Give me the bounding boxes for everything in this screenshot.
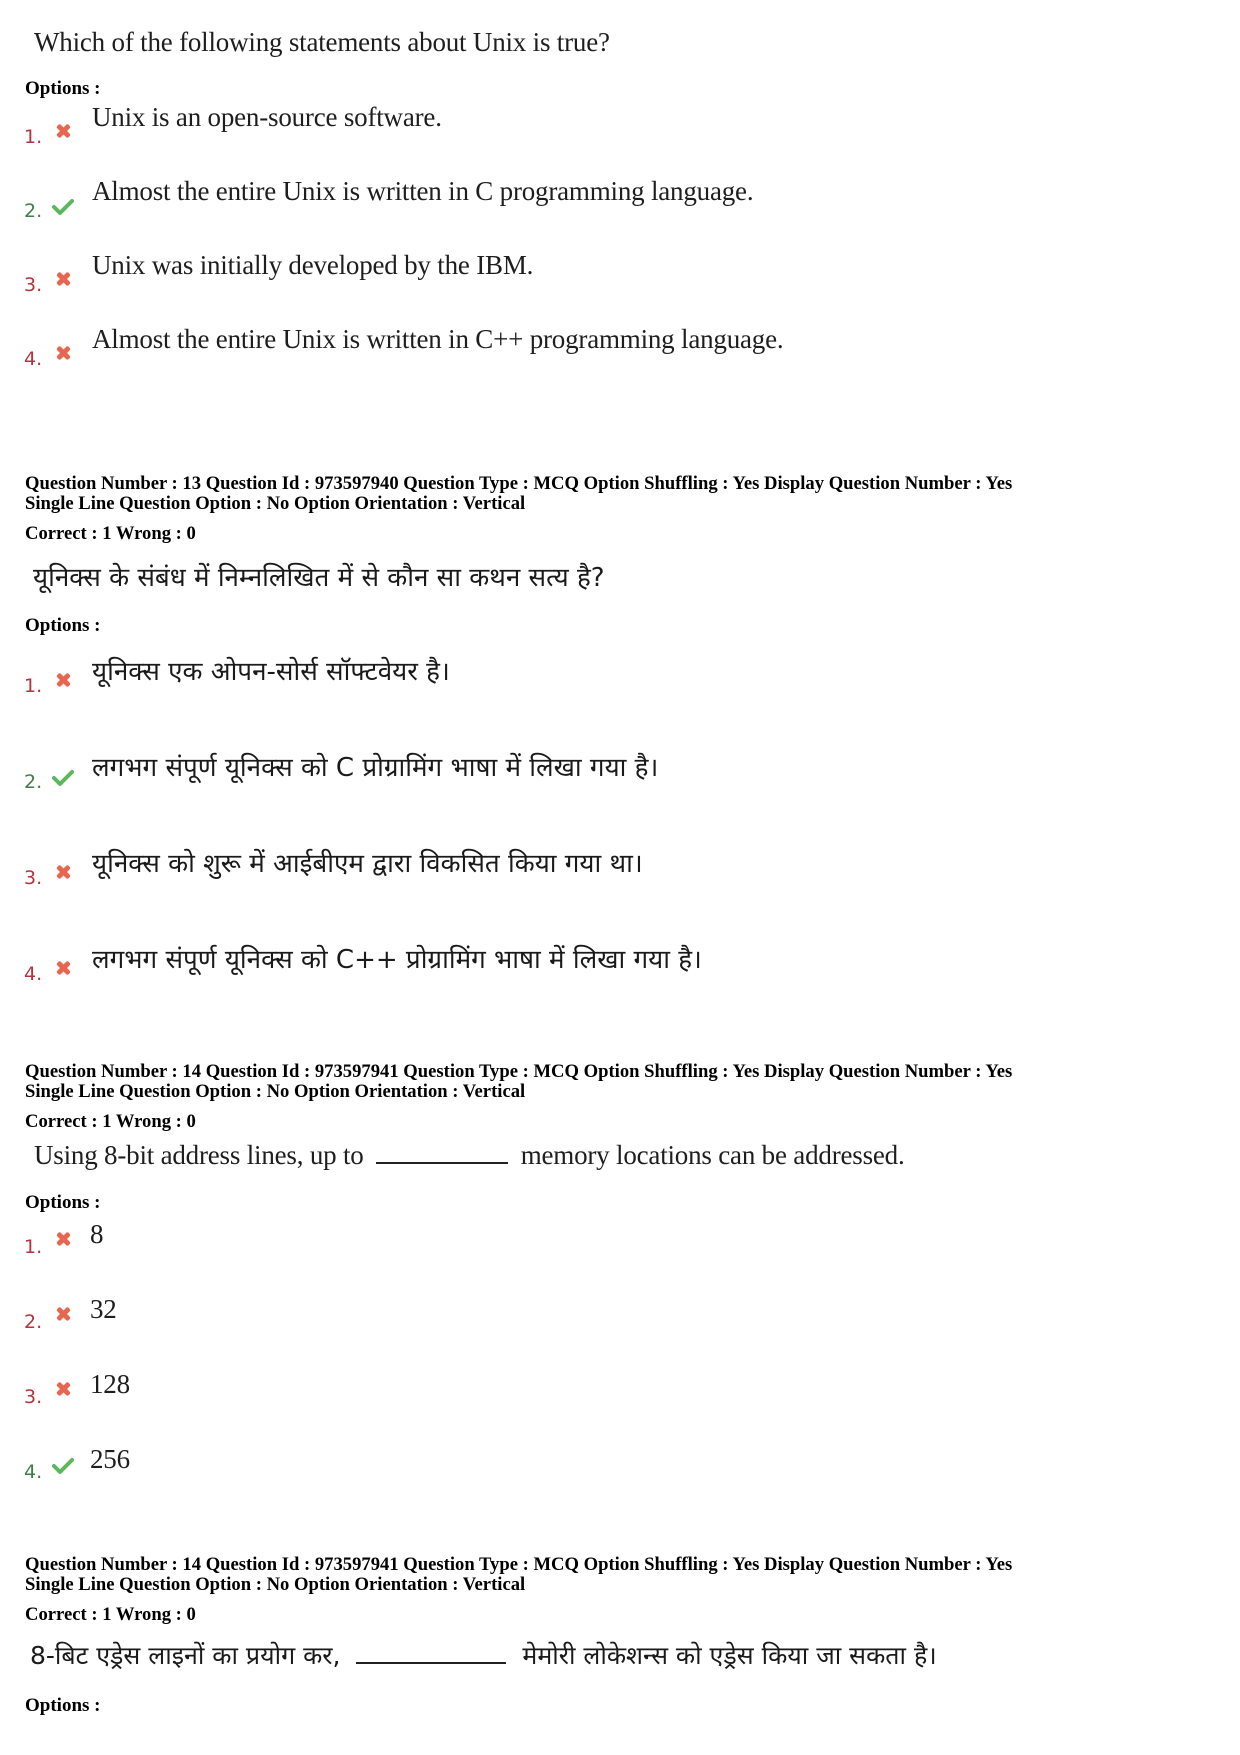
options-label: Options : <box>25 78 101 99</box>
option-number: 1. <box>24 1236 43 1258</box>
option-item <box>24 945 702 985</box>
option-text: लगभग संपूर्ण यूनिक्स को C++ प्रोग्रामिंग भाषा में लिखा गया है। <box>92 945 702 975</box>
option-number: 4. <box>24 1461 43 1483</box>
option-item <box>24 1294 117 1333</box>
wrong-icon <box>56 1307 70 1321</box>
option-text: Almost the entire Unix is written in C++ programming language. <box>92 324 784 354</box>
option-number: 2. <box>24 1311 43 1333</box>
option-number: 3. <box>24 867 43 889</box>
option-number: 1. <box>24 126 43 148</box>
question-meta-line2: Single Line Question Option : No Option Orientation : Vertical <box>25 1081 526 1102</box>
option-number: 4. <box>24 963 43 985</box>
wrong-icon <box>56 673 70 687</box>
options-label: Options : <box>25 615 101 636</box>
option-item <box>24 250 534 296</box>
options-label: Options : <box>25 1695 101 1716</box>
check-icon <box>52 769 74 787</box>
question-meta-line1: Question Number : 13 Question Id : 973597940 Question Type : MCQ Option Shuffling : Yes Display Question Number : Yes <box>25 473 1013 494</box>
check-icon <box>52 1457 74 1475</box>
option-text: Almost the entire Unix is written in C programming language. <box>92 176 754 206</box>
marks-info: Correct : 1 Wrong : 0 <box>25 1604 196 1625</box>
wrong-icon <box>56 272 70 286</box>
option-number: 3. <box>24 274 43 296</box>
question-text-before: Using 8-bit address lines, up to <box>34 1140 364 1170</box>
option-text: यूनिक्स एक ओपन-सोर्स सॉफ्टवेयर है। <box>92 657 450 687</box>
wrong-icon <box>56 124 70 138</box>
wrong-icon <box>56 961 70 975</box>
option-text: लगभग संपूर्ण यूनिक्स को C प्रोग्रामिंग भाषा में लिखा गया है। <box>92 753 659 783</box>
question-text-before: 8-बिट एड्रेस लाइनों का प्रयोग कर, <box>30 1641 341 1670</box>
option-number: 3. <box>24 1386 43 1408</box>
question-meta-line2: Single Line Question Option : No Option Orientation : Vertical <box>25 1574 526 1595</box>
check-icon <box>52 198 74 216</box>
option-item <box>24 849 643 889</box>
question-meta-line1: Question Number : 14 Question Id : 973597941 Question Type : MCQ Option Shuffling : Yes Display Question Number : Yes <box>25 1061 1013 1082</box>
question-text-after: मेमोरी लोकेशन्स को एड्रेस किया जा सकता है। <box>522 1641 937 1670</box>
option-item <box>24 1219 104 1258</box>
option-number: 4. <box>24 348 43 370</box>
option-text: 32 <box>90 1294 117 1324</box>
option-text: 128 <box>90 1369 130 1399</box>
question-meta-line2: Single Line Question Option : No Option Orientation : Vertical <box>25 493 526 514</box>
option-text: 8 <box>90 1219 104 1249</box>
option-text: Unix is an open-source software. <box>92 102 442 132</box>
question-text: यूनिक्स के संबंध में निम्नलिखित में से कौन सा कथन सत्य है? <box>33 563 605 593</box>
question-text <box>30 1638 937 1672</box>
marks-info: Correct : 1 Wrong : 0 <box>25 523 196 544</box>
question-text: Which of the following statements about Unix is true? <box>34 27 610 57</box>
option-text: Unix was initially developed by the IBM. <box>92 250 534 280</box>
option-number: 2. <box>24 771 43 793</box>
options-label: Options : <box>25 1192 101 1213</box>
option-item <box>24 102 442 148</box>
option-number: 2. <box>24 200 43 222</box>
wrong-icon <box>56 865 70 879</box>
option-number: 1. <box>24 675 43 697</box>
question-text-after: memory locations can be addressed. <box>520 1140 905 1170</box>
question-text <box>34 1140 905 1171</box>
option-item <box>24 657 450 697</box>
question-meta-line1: Question Number : 14 Question Id : 973597941 Question Type : MCQ Option Shuffling : Yes Display Question Number : Yes <box>25 1554 1013 1575</box>
wrong-icon <box>56 1382 70 1396</box>
option-text: यूनिक्स को शुरू में आईबीएम द्वारा विकसित किया गया था। <box>92 849 643 879</box>
option-item <box>24 324 784 370</box>
option-text: 256 <box>90 1444 130 1474</box>
wrong-icon <box>56 1232 70 1246</box>
wrong-icon <box>56 346 70 360</box>
option-item <box>24 1369 130 1408</box>
marks-info: Correct : 1 Wrong : 0 <box>25 1111 196 1132</box>
fill-in-blank <box>376 1162 508 1164</box>
fill-in-blank <box>356 1662 506 1664</box>
